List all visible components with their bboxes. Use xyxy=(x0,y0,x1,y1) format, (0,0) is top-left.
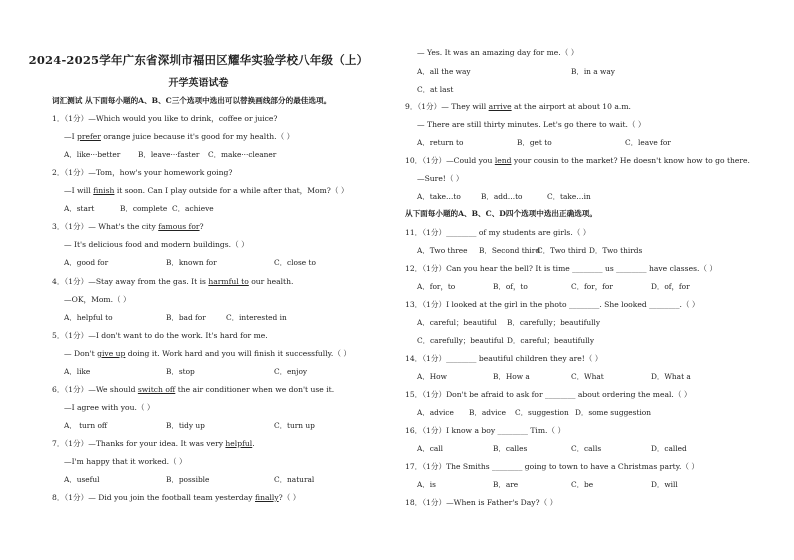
q13-stem: 13．（1分）I looked at the girl in the photo ________. She looked ________.（ ） xyxy=(405,300,700,309)
q5-option-c[interactable]: C．enjoy xyxy=(274,367,308,376)
q15-option-a[interactable]: A．advice xyxy=(417,408,454,417)
q2-stem: 2．（1分）—Tom，how's your homework going? xyxy=(52,168,233,177)
q15-option-c[interactable]: C．suggestion xyxy=(515,408,569,417)
q4-dialogue: —OK，Mom.（ ） xyxy=(64,295,131,304)
q2-dialogue: —I will finish it soon. Can I play outside for a while after that，Mom?（ ） xyxy=(64,186,349,195)
q14-option-c[interactable]: C．What xyxy=(571,372,604,381)
q8-stem: 8．（1分）— Did you join the football team yesterday finally?（ ） xyxy=(52,493,301,502)
q13-option-d[interactable]: D．careful；beautifully xyxy=(507,336,595,345)
q8-option-b[interactable]: B．in a way xyxy=(571,67,615,76)
q7-underlined: helpful xyxy=(225,439,253,448)
q7-stem: 7．（1分）—Thanks for your idea. It was very helpful. xyxy=(52,439,255,448)
q2-option-a[interactable]: A．start xyxy=(64,204,95,213)
q13-option-b[interactable]: B．carefully；beautifully xyxy=(507,318,601,327)
q3-stem: 3．（1分）— What's the city famous for? xyxy=(52,222,204,231)
q6-option-a[interactable]: A． turn off xyxy=(64,421,108,430)
q10-underlined: lend xyxy=(494,156,512,165)
q3-option-b[interactable]: B．known for xyxy=(166,258,217,267)
q14-option-a[interactable]: A．How xyxy=(417,372,447,381)
q5-option-a[interactable]: A．like xyxy=(64,367,91,376)
q10-option-a[interactable]: A．take…to xyxy=(417,192,461,201)
q16-option-b[interactable]: B．calles xyxy=(493,444,528,453)
q16-stem: 16．（1分）I know a boy ________ Tim.（ ） xyxy=(405,426,566,435)
q12-stem: 12．（1分）Can you hear the bell? It is time ________ us ________ have classes.（ ） xyxy=(405,264,717,273)
q7-option-a[interactable]: A．useful xyxy=(64,475,100,484)
q17-stem: 17．（1分）The Smiths ________ going to town to have a Christmas party.（ ） xyxy=(405,462,700,471)
q9-option-b[interactable]: B．get to xyxy=(517,138,552,147)
exam-title: 2024-2025学年广东省深圳市福田区耀华实验学校八年级（上） xyxy=(28,53,369,67)
q10-option-b[interactable]: B．add…to xyxy=(481,192,523,201)
q15-stem: 15．（1分）Don't be afraid to ask for ________ about ordering the meal.（ ） xyxy=(405,390,692,399)
q4-stem: 4．（1分）—Stay away from the gas. It is harmful to our health. xyxy=(52,277,294,286)
q3-option-a[interactable]: A．good for xyxy=(64,258,109,267)
q17-option-d[interactable]: D．will xyxy=(651,480,678,489)
q11-option-b[interactable]: B．Second third xyxy=(479,246,541,255)
q12-option-c[interactable]: C．for，for xyxy=(571,282,613,291)
q16-option-c[interactable]: C．calls xyxy=(571,444,602,453)
q3-option-c[interactable]: C．close to xyxy=(274,258,316,267)
q1-option-b[interactable]: B．leave···faster xyxy=(138,150,200,159)
q11-option-c[interactable]: C．Two third xyxy=(537,246,587,255)
q11-option-a[interactable]: A．Two three xyxy=(417,246,468,255)
q11-option-d[interactable]: D．Two thirds xyxy=(589,246,643,255)
q8-option-c[interactable]: C．at last xyxy=(417,85,454,94)
q10-dialogue: —Sure!（ ） xyxy=(417,174,464,183)
q7-dialogue: —I'm happy that it worked.（ ） xyxy=(64,457,187,466)
q9-option-a[interactable]: A．return to xyxy=(417,138,464,147)
q15-option-d[interactable]: D．some suggestion xyxy=(575,408,652,417)
q9-dialogue: — There are still thirty minutes. Let's go there to wait.（ ） xyxy=(417,120,646,129)
q2-option-c[interactable]: C．achieve xyxy=(172,204,214,213)
q5-underlined: give up xyxy=(97,349,126,358)
exam-subtitle: 开学英语试卷 xyxy=(168,78,229,89)
q7-option-b[interactable]: B．possible xyxy=(166,475,210,484)
q2-option-b[interactable]: B．complete xyxy=(120,204,168,213)
q4-option-c[interactable]: C．interested in xyxy=(226,313,287,322)
q6-dialogue: —I agree with you.（ ） xyxy=(64,403,155,412)
q4-option-b[interactable]: B．bad for xyxy=(166,313,206,322)
q14-option-d[interactable]: D．What a xyxy=(651,372,691,381)
q14-stem: 14．（1分）________ beautiful children they are!（ ） xyxy=(405,354,603,363)
q9-stem: 9．（1分）— They will arrive at the airport at about 10 a.m. xyxy=(405,102,631,111)
q17-option-c[interactable]: C．be xyxy=(571,480,594,489)
q16-option-a[interactable]: A．call xyxy=(417,444,444,453)
q15-option-b[interactable]: B．advice xyxy=(469,408,507,417)
q17-option-a[interactable]: A．is xyxy=(417,480,436,489)
q1-option-c[interactable]: C．make···cleaner xyxy=(208,150,277,159)
q14-option-b[interactable]: B．How a xyxy=(493,372,530,381)
q17-option-b[interactable]: B．are xyxy=(493,480,519,489)
q9-underlined: arrive xyxy=(488,102,512,111)
q8-option-a[interactable]: A．all the way xyxy=(417,67,471,76)
section2-instruction: 从下面每小题的A、B、C、D四个选项中选出正确选项。 xyxy=(405,209,597,218)
q10-option-c[interactable]: C．take…in xyxy=(547,192,591,201)
q1-option-a[interactable]: A．like···better xyxy=(64,150,121,159)
q12-option-d[interactable]: D．of，for xyxy=(651,282,690,291)
q16-option-d[interactable]: D．called xyxy=(651,444,687,453)
q5-dialogue: — Don't give up doing it. Work hard and you will finish it successfully.（ ） xyxy=(64,349,351,358)
q3-dialogue: — It's delicious food and modern buildings.（ ） xyxy=(64,240,249,249)
q13-option-c[interactable]: C．carefully；beautiful xyxy=(417,336,504,345)
q1-dialogue: —I prefer orange juice because it's good for my health.（ ） xyxy=(64,132,295,141)
q8-underlined: finally xyxy=(255,493,279,502)
q3-underlined: famous for xyxy=(158,222,200,231)
q4-underlined: harmful to xyxy=(208,277,249,286)
q1-underlined: prefer xyxy=(77,132,101,141)
q9-option-c[interactable]: C．leave for xyxy=(625,138,671,147)
q13-option-a[interactable]: A．careful；beautiful xyxy=(417,318,497,327)
q2-underlined: finish xyxy=(93,186,115,195)
q12-option-a[interactable]: A．for，to xyxy=(417,282,456,291)
q8-dialogue: — Yes. It was an amazing day for me.（ ） xyxy=(417,48,579,57)
q6-option-c[interactable]: C．turn up xyxy=(274,421,315,430)
q5-stem: 5．（1分）—I don't want to do the work. It's hard for me. xyxy=(52,331,268,340)
section1-instruction: 词汇测试 从下面每小题的A、B、C三个选项中选出可以替换画线部分的最佳选项。 xyxy=(52,96,332,105)
q7-option-c[interactable]: C．natural xyxy=(274,475,315,484)
q6-option-b[interactable]: B．tidy up xyxy=(166,421,205,430)
q10-stem: 10．（1分）—Could you lend your cousin to the market? He doesn't know how to go there. xyxy=(405,156,750,165)
q12-option-b[interactable]: B．of，to xyxy=(493,282,528,291)
q5-option-b[interactable]: B．stop xyxy=(166,367,195,376)
q6-underlined: switch off xyxy=(137,385,176,394)
q6-stem: 6．（1分）—We should switch off the air conditioner when we don't use it. xyxy=(52,385,335,394)
q18-stem: 18．（1分）—When is Father's Day?（ ） xyxy=(405,498,558,507)
q11-stem: 11．（1分）________ of my students are girls.（ ） xyxy=(405,228,591,237)
q4-option-a[interactable]: A．helpful to xyxy=(64,313,113,322)
q1-stem: 1．（1分）—Which would you like to drink，coffee or juice? xyxy=(52,114,278,123)
